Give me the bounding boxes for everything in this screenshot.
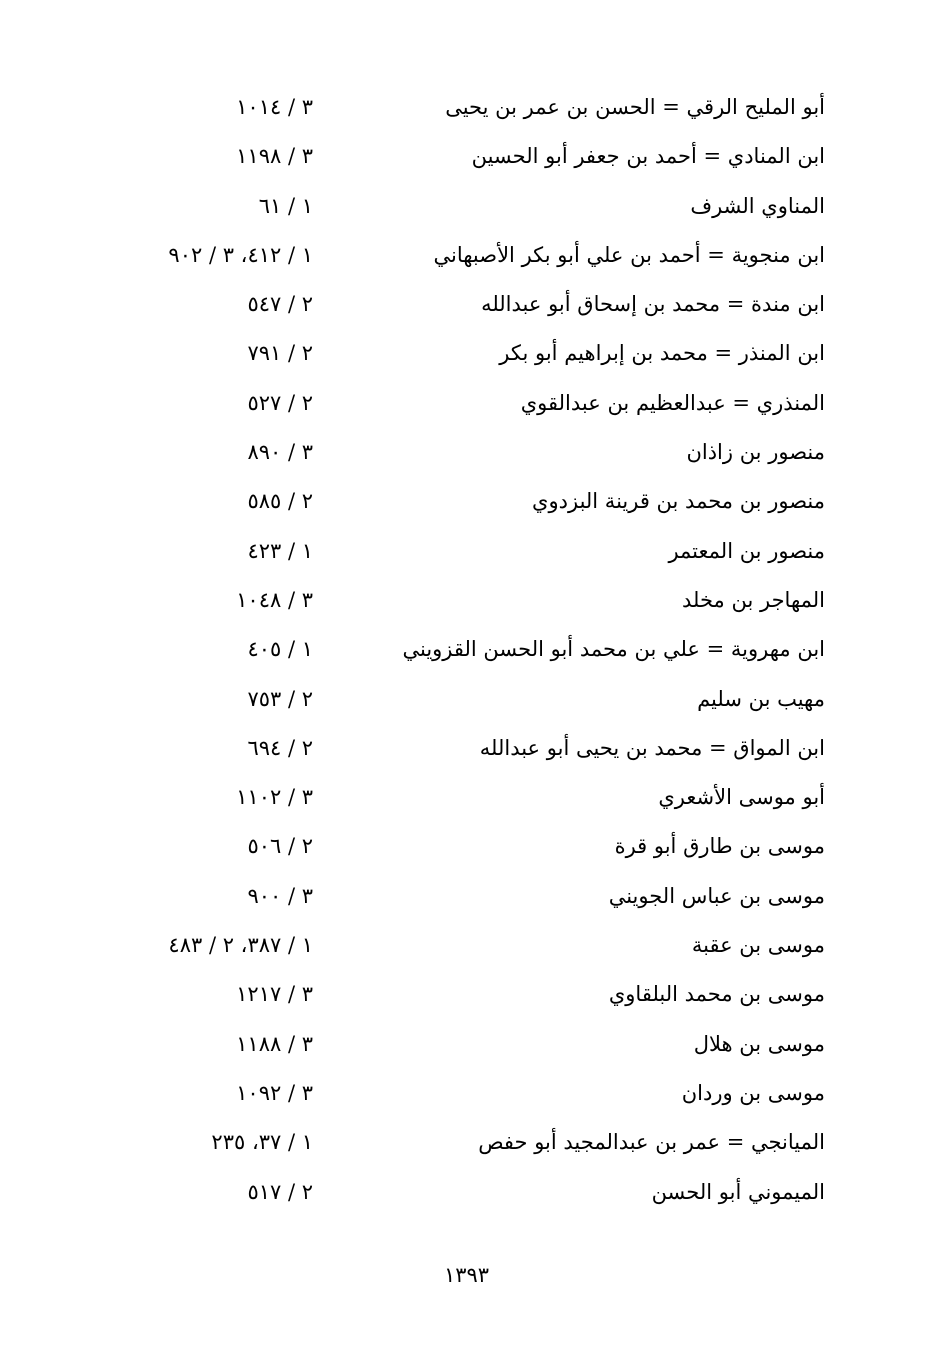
entry-reference: ١ / ٤٠٥ bbox=[247, 637, 313, 662]
index-entry bbox=[0, 1118, 933, 1167]
entry-name: المناوي الشرف bbox=[690, 193, 825, 218]
entry-name: منصور بن محمد بن قرينة البزدوي bbox=[532, 489, 825, 514]
index-entry bbox=[0, 231, 933, 280]
index-entry bbox=[0, 182, 933, 231]
entry-reference: ٢ / ٥٤٧ bbox=[247, 292, 313, 317]
entry-reference: ٢ / ٥٢٧ bbox=[247, 390, 313, 415]
entry-name: موسى بن عباس الجويني bbox=[608, 883, 825, 908]
index-list bbox=[0, 83, 933, 1217]
index-entry bbox=[0, 527, 933, 576]
index-entry bbox=[0, 822, 933, 871]
entry-reference: ٣ / ١١٨٨ bbox=[236, 1031, 313, 1056]
entry-name: ابن المنذر = محمد بن إبراهيم أبو بكر bbox=[499, 341, 825, 366]
index-entry bbox=[0, 576, 933, 625]
index-entry bbox=[0, 428, 933, 477]
entry-name: ابن مهروية = علي بن محمد أبو الحسن القزويني bbox=[402, 637, 825, 662]
entry-reference: ١ / ٤١٢، ٣ / ٩٠٢ bbox=[168, 242, 313, 267]
entry-name: الميانجي = عمر بن عبدالمجيد أبو حفص bbox=[478, 1130, 825, 1155]
index-entry bbox=[0, 1168, 933, 1217]
entry-reference: ٣ / ١٢١٧ bbox=[236, 982, 313, 1007]
entry-reference: ٣ / ١٠٤٨ bbox=[236, 587, 313, 612]
entry-reference: ٢ / ٥٨٥ bbox=[247, 489, 313, 514]
entry-reference: ١ / ٣٧، ٢٣٥ bbox=[211, 1130, 313, 1155]
entry-name: موسى بن محمد البلقاوي bbox=[608, 982, 825, 1007]
index-entry bbox=[0, 280, 933, 329]
entry-name: منصور بن المعتمر bbox=[668, 538, 825, 563]
entry-name: ابن المواق = محمد بن يحيى أبو عبدالله bbox=[479, 735, 825, 760]
entry-reference: ٣ / ٩٠٠ bbox=[247, 883, 313, 908]
entry-name: موسى بن وردان bbox=[681, 1080, 825, 1105]
entry-reference: ١ / ٦١ bbox=[258, 193, 313, 218]
entry-reference: ٢ / ٦٩٤ bbox=[247, 735, 313, 760]
entry-reference: ٣ / ١٠١٤ bbox=[236, 95, 313, 119]
index-entry bbox=[0, 724, 933, 773]
index-entry bbox=[0, 83, 933, 132]
entry-name: المنذري = عبدالعظيم بن عبدالقوي bbox=[520, 390, 825, 415]
entry-reference: ٣ / ١١٠٢ bbox=[236, 785, 313, 810]
index-entry bbox=[0, 132, 933, 181]
entry-name: موسى بن عقبة bbox=[691, 933, 825, 958]
entry-reference: ٢ / ٧٩١ bbox=[247, 341, 313, 366]
entry-name: ابن منجوية = أحمد بن علي أبو بكر الأصبهاني bbox=[433, 242, 825, 267]
entry-reference: ٣ / ٨٩٠ bbox=[247, 440, 313, 465]
entry-reference: ٣ / ١٠٩٢ bbox=[236, 1080, 313, 1105]
index-entry bbox=[0, 970, 933, 1019]
index-entry bbox=[0, 1020, 933, 1069]
entry-name: موسى بن هلال bbox=[693, 1031, 825, 1056]
entry-reference: ٢ / ٥٠٦ bbox=[247, 834, 313, 859]
index-entry bbox=[0, 477, 933, 526]
entry-name: المهاجر بن مخلد bbox=[682, 587, 825, 612]
entry-reference: ٣ / ١١٩٨ bbox=[236, 144, 313, 169]
index-entry bbox=[0, 675, 933, 724]
index-entry bbox=[0, 625, 933, 674]
entry-name: أبو موسى الأشعري bbox=[658, 785, 825, 810]
entry-name: ابن مندة = محمد بن إسحاق أبو عبدالله bbox=[481, 292, 825, 317]
index-entry bbox=[0, 379, 933, 428]
entry-name: ابن المنادي = أحمد بن جعفر أبو الحسين bbox=[471, 144, 825, 169]
entry-reference: ١ / ٤٢٣ bbox=[247, 538, 313, 563]
index-entry bbox=[0, 773, 933, 822]
index-entry bbox=[0, 1069, 933, 1118]
entry-name: الميموني أبو الحسن bbox=[651, 1179, 825, 1204]
index-entry bbox=[0, 329, 933, 378]
entry-reference: ١ / ٣٨٧، ٢ / ٤٨٣ bbox=[168, 933, 313, 958]
entry-name: مهيب بن سليم bbox=[697, 686, 825, 711]
entry-reference: ٢ / ٥١٧ bbox=[247, 1179, 313, 1204]
entry-reference: ٢ / ٧٥٣ bbox=[247, 686, 313, 711]
index-entry bbox=[0, 921, 933, 970]
entry-name: منصور بن زاذان bbox=[686, 440, 825, 465]
entry-name: موسى بن طارق أبو قرة bbox=[614, 834, 825, 859]
page-number: ١٣٩٣ bbox=[443, 1263, 490, 1287]
index-entry bbox=[0, 872, 933, 921]
entry-name: أبو المليح الرقي = الحسن بن عمر بن يحيى bbox=[445, 95, 825, 119]
